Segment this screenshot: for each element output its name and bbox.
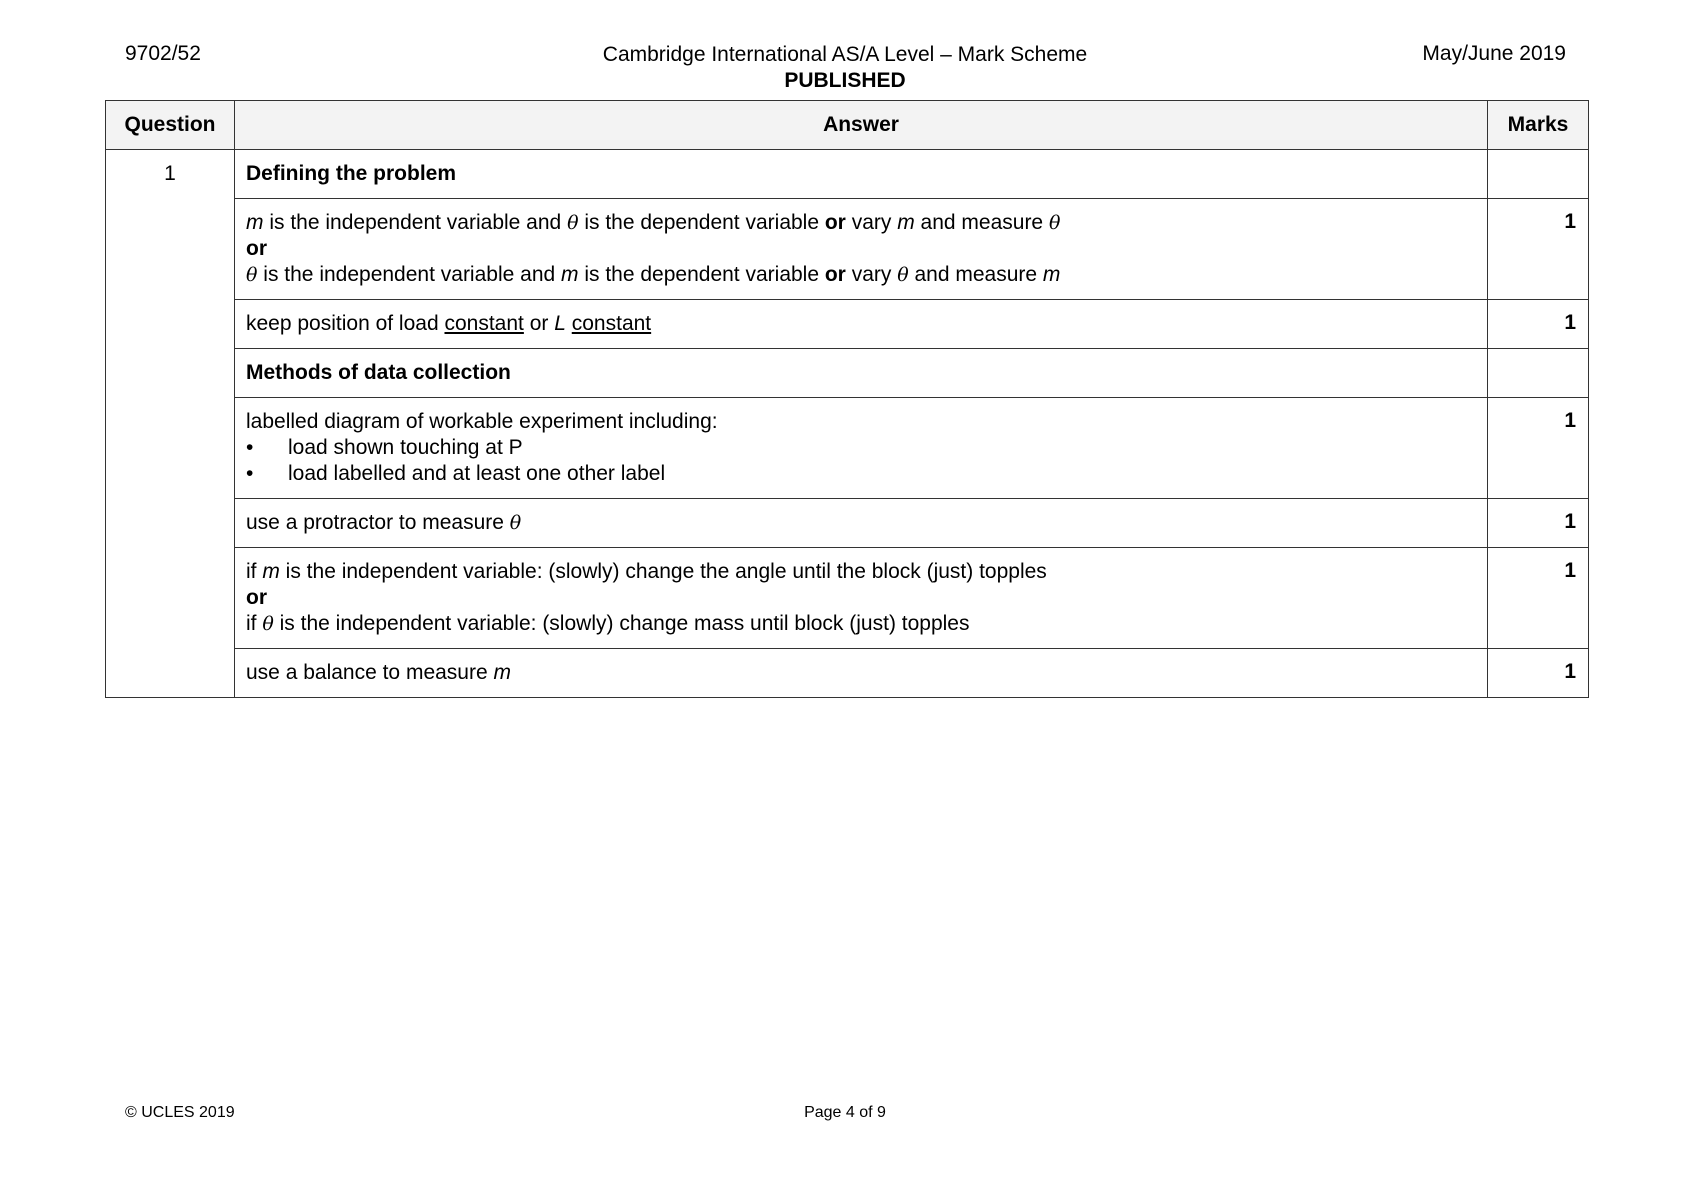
bullet-icon: • [246,436,254,459]
table-row [106,199,1589,300]
or-separator: or [246,586,267,609]
marks-cell-empty [1488,349,1589,398]
question-number: 1 [106,150,235,698]
answer-line: m is the independent variable and θ is the dependent variable or vary m and measure θ [246,211,1061,234]
marks-cell: 1 [1488,398,1589,499]
answer-line: labelled diagram of workable experiment including: [246,410,718,433]
marks-cell: 1 [1488,499,1589,548]
answer-line: θ is the independent variable and m is the dependent variable or vary θ and measure m [246,263,1061,286]
table-row [106,398,1589,499]
answer-diagram [235,398,1488,499]
answer-balance: use a balance to measure m [235,649,1488,698]
marks-cell: 1 [1488,199,1589,300]
table-row [106,548,1589,649]
marks-cell-empty [1488,150,1589,199]
answer-topple [235,548,1488,649]
section-heading-methods: Methods of data collection [235,349,1488,398]
published-label: PUBLISHED [784,69,906,92]
column-header-answer: Answer [235,101,1488,150]
bullet-item: • load labelled and at least one other label [246,462,666,485]
document-title: Cambridge International AS/A Level – Mark Scheme [602,43,1088,66]
table-row [106,649,1589,698]
answer-load-constant: keep position of load constant or L constant [235,300,1488,349]
page-number: Page 4 of 9 [804,1104,886,1121]
section-heading-defining: Defining the problem [235,150,1488,199]
answer-line: if θ is the independent variable: (slowly) change mass until block (just) topples [246,612,970,635]
column-header-question: Question [106,101,235,150]
bullet-item: • load shown touching at P [246,436,523,459]
marks-cell: 1 [1488,300,1589,349]
column-header-marks: Marks [1488,101,1589,150]
table-row [106,300,1589,349]
exam-session: May/June 2019 [1422,42,1566,65]
table-header-row [106,101,1589,150]
mark-scheme-table [105,100,1589,698]
or-separator: or [246,237,267,260]
marks-cell: 1 [1488,649,1589,698]
answer-protractor: use a protractor to measure θ [235,499,1488,548]
answer-line: if m is the independent variable: (slowly) change the angle until the block (just) topples [246,560,1047,583]
table-row [106,349,1589,398]
paper-code: 9702/52 [125,42,201,65]
copyright-notice: © UCLES 2019 [125,1104,235,1121]
marks-cell: 1 [1488,548,1589,649]
answer-variables [235,199,1488,300]
table-row [106,499,1589,548]
bullet-icon: • [246,462,254,485]
table-row [106,150,1589,199]
